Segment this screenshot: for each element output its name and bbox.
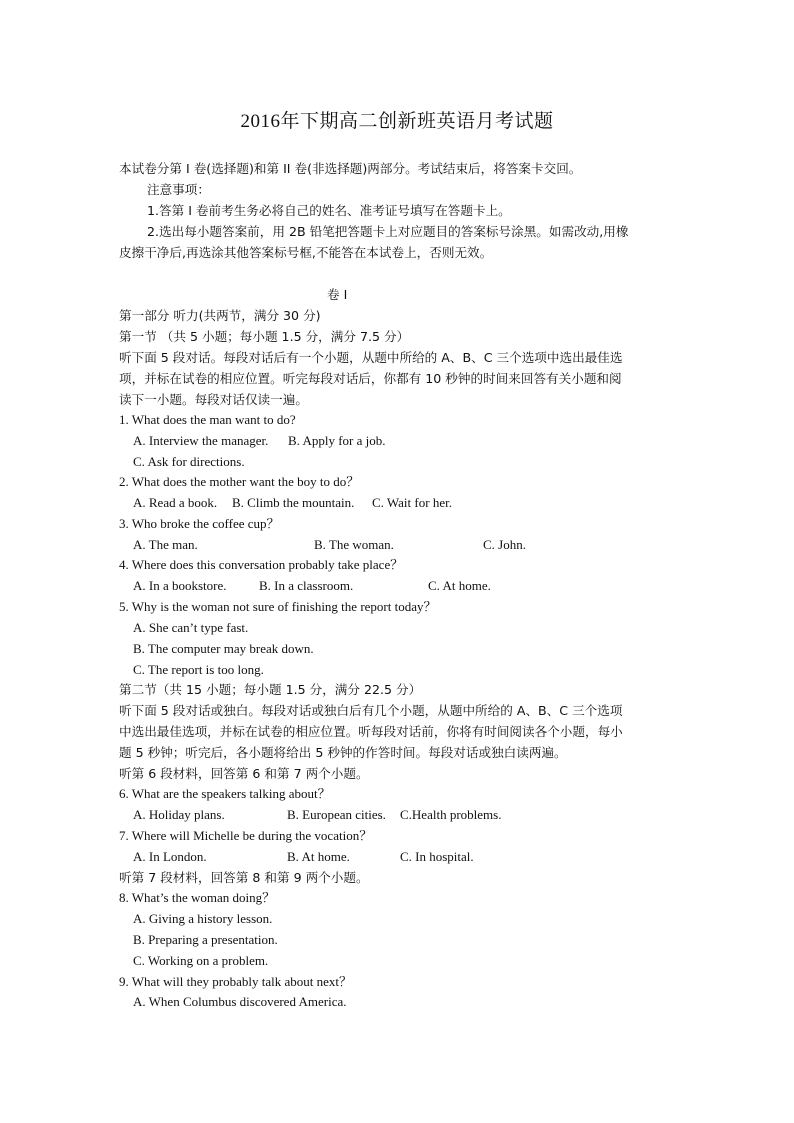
section2-instructions-line-3: 题 5 秒钟；听完后，各小题将给出 5 秒钟的作答时间。每段对话或独白读两遍。 <box>119 745 567 760</box>
question-2-option-a: A. Read a book. <box>133 495 218 510</box>
question-4-option-c: C. At home. <box>428 578 491 593</box>
question-5: 5. Why is the woman not sure of finishing the report today？ <box>119 599 437 614</box>
notice-item-1: 1.答第 I 卷前考生务必将自己的姓名、准考证号填写在答题卡上。 <box>147 203 511 218</box>
question-7: 7. Where will Michelle be during the vocation？ <box>119 828 373 843</box>
question-5-option-a: A. She can’t type fast. <box>133 620 249 635</box>
question-8: 8. What’s the woman doing？ <box>119 890 276 905</box>
question-7-option-a: A. In London. <box>133 849 207 864</box>
question-6-option-c: C.Health problems. <box>400 807 502 822</box>
question-1-option-a: A. Interview the manager. <box>133 433 269 448</box>
notice-item-2-line-2: 皮擦干净后,再选涂其他答案标号框,不能答在本试卷上，否则无效。 <box>119 245 493 260</box>
question-4-option-b: B. In a classroom. <box>259 578 354 593</box>
section2-instructions-line-2: 中选出最佳选项，并标在试卷的相应位置。听每段对话前，你将有时间阅读各个小题，每小 <box>119 724 623 739</box>
question-4-option-a: A. In a bookstore. <box>133 578 227 593</box>
section1-heading: 第一节 （共 5 小题；每小题 1.5 分，满分 7.5 分） <box>119 329 410 344</box>
material-6-instruction: 听第 6 段材料，回答第 6 和第 7 两个小题。 <box>119 766 369 781</box>
intro-text: 本试卷分第 I 卷(选择题)和第 II 卷(非选择题)两部分。考试结束后，将答案卡交回。 <box>119 161 582 176</box>
question-6-option-a: A. Holiday plans. <box>133 807 225 822</box>
volume-heading: 卷 I <box>327 287 348 302</box>
exam-title: 2016年下期高二创新班英语月考试题 <box>240 111 554 132</box>
question-7-option-c: C. In hospital. <box>400 849 474 864</box>
question-6: 6. What are the speakers talking about？ <box>119 786 331 801</box>
question-8-option-a: A. Giving a history lesson. <box>133 911 273 926</box>
question-8-option-b: B. Preparing a presentation. <box>133 932 278 947</box>
question-5-option-c: C. The report is too long. <box>133 662 264 677</box>
question-3: 3. Who broke the coffee cup？ <box>119 516 280 531</box>
question-1-option-b: B. Apply for a job. <box>288 433 386 448</box>
question-8-option-c: C. Working on a problem. <box>133 953 269 968</box>
question-5-option-b: B. The computer may break down. <box>133 641 314 656</box>
section2-instructions-line-1: 听下面 5 段对话或独白。每段对话或独白后有几个小题，从题中所给的 A、B、C 三个选项 <box>119 703 623 718</box>
question-2-option-b: B. Climb the mountain. <box>232 495 355 510</box>
question-3-option-a: A. The man. <box>133 537 198 552</box>
question-3-option-b: B. The woman. <box>314 537 394 552</box>
question-2-option-c: C. Wait for her. <box>372 495 452 510</box>
question-6-option-b: B. European cities. <box>287 807 386 822</box>
question-3-option-c: C. John. <box>483 537 526 552</box>
question-9: 9. What will they probably talk about next？ <box>119 974 352 989</box>
material-7-instruction: 听第 7 段材料，回答第 8 和第 9 两个小题。 <box>119 870 369 885</box>
question-1: 1. What does the man want to do? <box>119 412 296 427</box>
section1-instructions-line-1: 听下面 5 段对话。每段对话后有一个小题，从题中所给的 A、B、C 三个选项中选出最佳选 <box>119 350 623 365</box>
section1-instructions-line-2: 项，并标在试卷的相应位置。听完每段对话后，你都有 10 秒钟的时间来回答有关小题和阅 <box>119 371 622 386</box>
question-1-option-c: C. Ask for directions. <box>133 454 245 469</box>
question-9-option-a: A. When Columbus discovered America. <box>133 994 347 1009</box>
question-4: 4. Where does this conversation probably take place？ <box>119 557 404 572</box>
question-7-option-b: B. At home. <box>287 849 350 864</box>
section2-heading: 第二节（共 15 小题；每小题 1.5 分，满分 22.5 分） <box>119 682 422 697</box>
notice-item-2-line-1: 2.选出每小题答案前，用 2B 铅笔把答题卡上对应题目的答案标号涂黑。如需改动,用橡 <box>147 224 629 239</box>
question-2: 2. What does the mother want the boy to do？ <box>119 474 360 489</box>
part1-heading: 第一部分 听力(共两节，满分 30 分) <box>119 308 321 323</box>
notice-heading: 注意事项： <box>147 182 210 197</box>
section1-instructions-line-3: 读下一小题。每段对话仅读一遍。 <box>119 392 308 407</box>
